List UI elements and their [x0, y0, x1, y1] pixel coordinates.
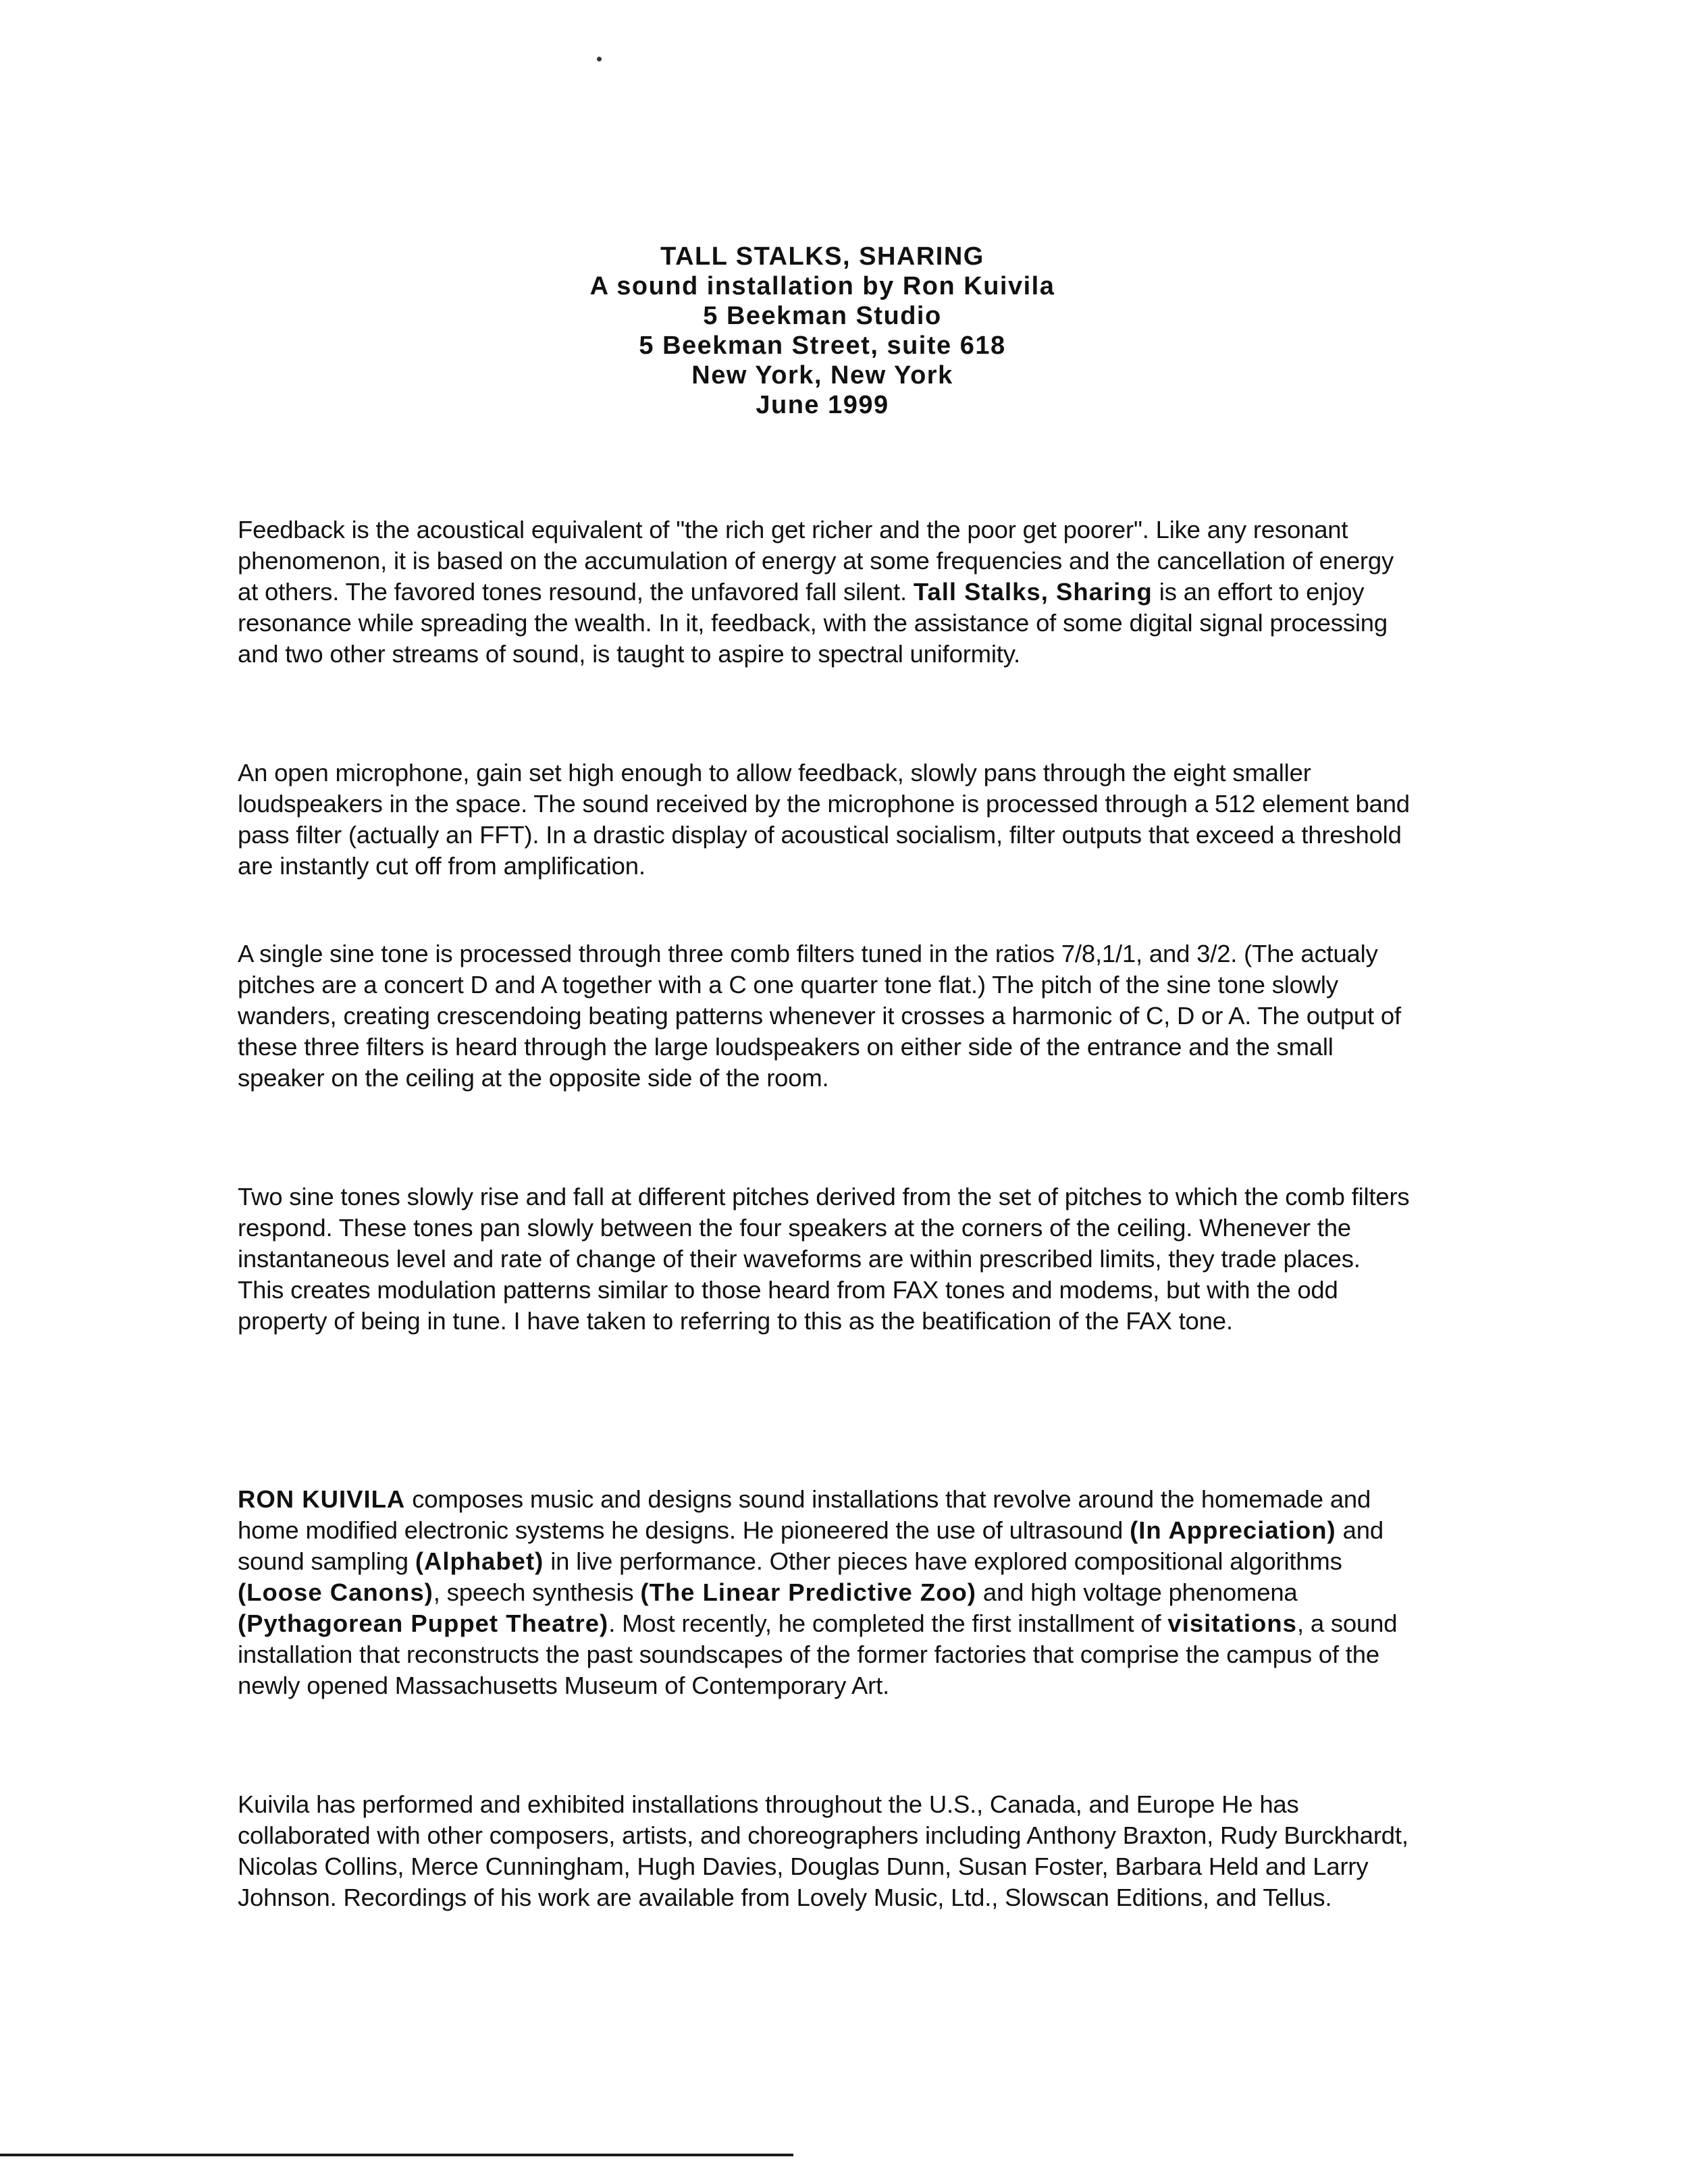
document-header: [0, 242, 1645, 420]
document-subtitle: A sound installation by Ron Kuivila: [589, 272, 1055, 300]
paragraph-text: composes music and designs sound installations that revolve around the homemade and home modified electronic systems he designs. He pioneered the use of ultrasound: [238, 1485, 1371, 1544]
work-title-emphasis: Tall Stalks, Sharing: [913, 578, 1153, 606]
work-title-emphasis: (The Linear Predictive Zoo): [640, 1578, 976, 1606]
paragraph-text: Feedback is the acoustical equivalent of "the rich get richer and the poor get poorer". Like any resonant phenomenon, it is based on the accumulation of energy at some frequencies and the cancellation of energy at others. The favored tones resound, the unfavored fall silent.: [238, 516, 1394, 606]
paragraph-artist-bio: [238, 1484, 1413, 1701]
venue-name: 5 Beekman Studio: [703, 302, 942, 330]
paragraph-text: and sound sampling: [238, 1516, 1383, 1575]
paragraph-text: is an effort to enjoy resonance while spreading the wealth. In it, feedback, with the assistance of some digital signal processing and two other streams of sound, is taught to aspire to spectral uniformity.: [238, 578, 1388, 668]
paragraph-microphone: An open microphone, gain set high enough to allow feedback, slowly pans through the eight smaller loudspeakers in the space. The sound received by the microphone is processed through a 512 element band pass filter (actually an FFT). In a drastic display of acoustical socialism, filter outputs that exceed a threshold are instantly cut off from amplification.: [238, 759, 1410, 880]
venue-city: New York, New York: [691, 361, 953, 390]
paragraph-collaborations: Kuivila has performed and exhibited installations throughout the U.S., Canada, and Europe He has collaborated with other composers, artists, and choreographers including Anthony Braxton, Rudy Burckhardt, Nicolas Collins, Merce Cunningham, Hugh Davies, Douglas Dunn, Susan Foster, Barbara Held and Larry Johnson. Recordings of his work are available from Lovely Music, Ltd., Slowscan Editions, and Tellus.: [238, 1790, 1408, 1911]
work-title-emphasis: visitations: [1167, 1609, 1297, 1637]
work-title-emphasis: (Alphabet): [415, 1547, 544, 1575]
work-title-emphasis: (Loose Canons): [238, 1578, 433, 1606]
paragraph-text: , a sound installation that reconstructs the past soundscapes of the former factories that comprise the campus of the newly opened Massachusetts Museum of Contemporary Art.: [238, 1609, 1398, 1699]
work-title-emphasis: (Pythagorean Puppet Theatre): [238, 1609, 609, 1637]
scan-speck: [597, 57, 602, 61]
paragraph-text: in live performance. Other pieces have explored compositional algorithms: [544, 1547, 1342, 1575]
paragraph-two-sine-tones: Two sine tones slowly rise and fall at different pitches derived from the set of pitches to which the comb filters respond. These tones pan slowly between the four speakers at the corners of the ceiling. Whenever the instantaneous level and rate of change of their waveforms are within prescribed limits, they trade places. This creates modulation patterns similar to those heard from FAX tones and modems, but with the odd property of being in tune. I have taken to referring to this as the beatification of the FAX tone.: [238, 1183, 1410, 1335]
paragraph-sine-tone: A single sine tone is processed through three comb filters tuned in the ratios 7/8,1/1, and 3/2. (The actualy pitches are a concert D and A together with a C one quarter tone flat.) The pitch of the sine tone slowly wanders, creating crescendoing beating patterns whenever it crosses a harmonic of C, D or A. The output of these three filters is heard through the large loudspeakers on either side of the entrance and the small speaker on the ceiling at the opposite side of the room.: [238, 940, 1401, 1092]
paragraph-text: , speech synthesis: [433, 1578, 641, 1606]
document-title: TALL STALKS, SHARING: [660, 242, 984, 271]
venue-address: 5 Beekman Street, suite 618: [639, 331, 1006, 360]
paragraph-feedback: [238, 514, 1413, 670]
bottom-rule: [0, 2154, 793, 2156]
artist-name-emphasis: RON KUIVILA: [238, 1485, 406, 1513]
paragraph-text: . Most recently, he completed the first installment of: [608, 1609, 1168, 1637]
event-date: June 1999: [756, 391, 889, 419]
paragraph-text: and high voltage phenomena: [976, 1578, 1298, 1606]
work-title-emphasis: (In Appreciation): [1130, 1516, 1336, 1544]
